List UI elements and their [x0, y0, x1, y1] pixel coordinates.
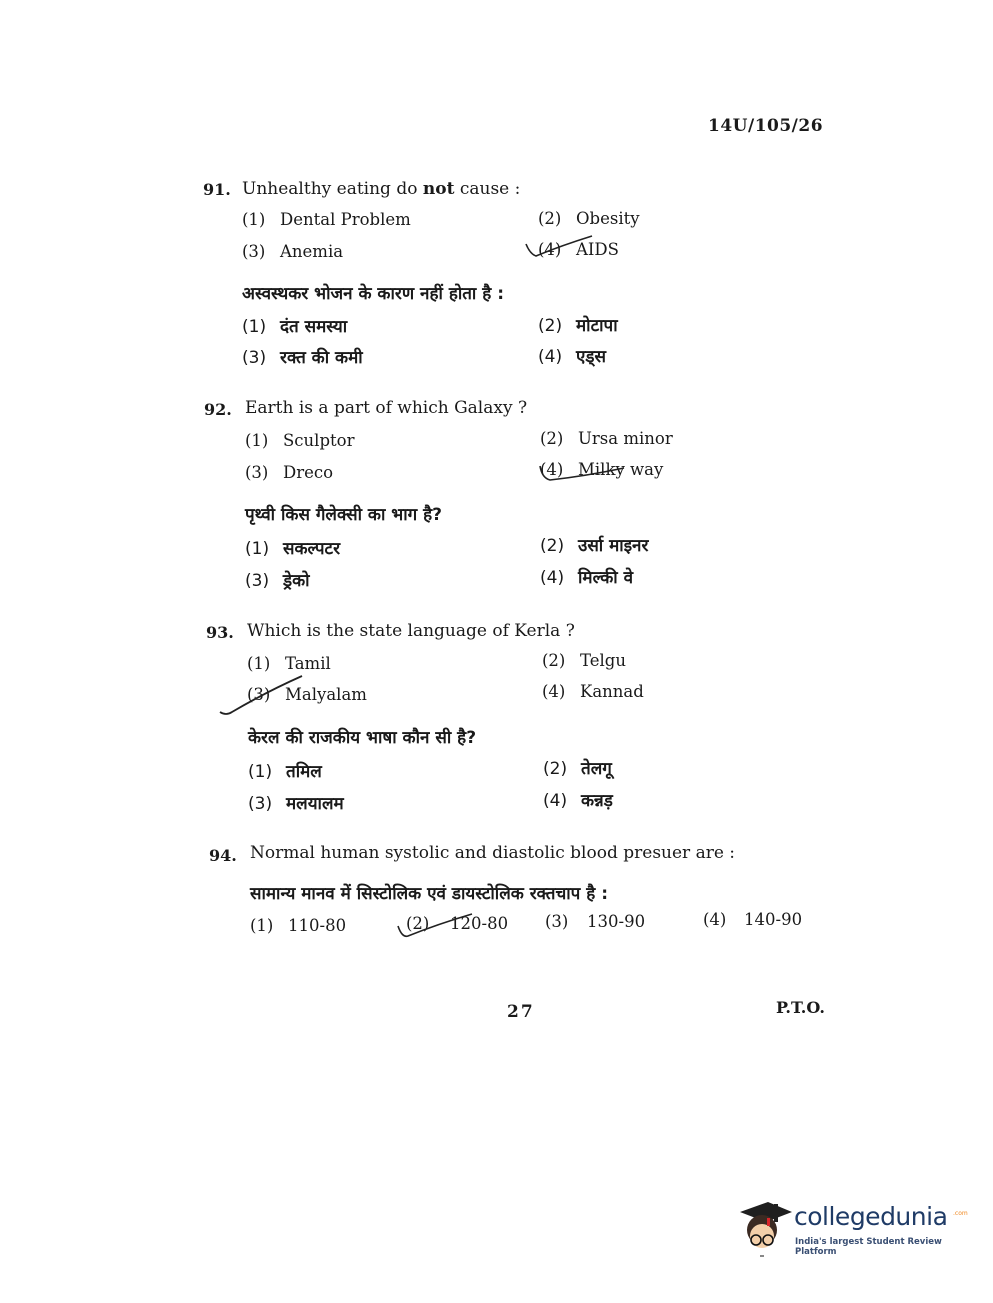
- option-en: (2) Obesity: [538, 209, 640, 228]
- option-hi: (2) उर्सा माइनर: [540, 536, 649, 556]
- brand-tagline: India's largest Student Review Platform: [795, 1237, 942, 1257]
- brand-name: collegedunia: [794, 1202, 948, 1231]
- option: (2) 120-80: [406, 914, 509, 933]
- option-hi: (1) सकल्पटर: [245, 539, 341, 559]
- pto-label: P.T.O.: [776, 998, 825, 1017]
- option-en: (3) Dreco: [245, 463, 334, 482]
- option-hi: (3) रक्त की कमी: [242, 348, 363, 368]
- question-text-hi: पृथ्वी किस गैलेक्सी का भाग है?: [245, 505, 443, 525]
- answer-tick-mark: [536, 456, 636, 486]
- answer-tick-mark: [394, 912, 478, 942]
- option-hi: (2) मोटापा: [538, 316, 618, 336]
- option: (3) 130-90: [545, 912, 646, 931]
- option-en: (4) AIDS: [538, 240, 619, 259]
- paper-code: 14U/105/26: [708, 116, 824, 136]
- option-en: (2) Telgu: [542, 651, 626, 670]
- answer-tick-mark: [216, 672, 308, 722]
- option: (4) 140-90: [703, 910, 803, 929]
- option-hi: (1) दंत समस्या: [242, 317, 348, 337]
- option-hi: (1) तमिल: [248, 762, 322, 782]
- option-hi: (3) ड्रेको: [245, 571, 310, 591]
- option-hi: (4) मिल्की वे: [540, 568, 634, 588]
- option-en: (4) Kannad: [542, 682, 644, 701]
- option-en: (1) Tamil: [247, 654, 331, 673]
- question-text-hi: केरल की राजकीय भाषा कौन सी है?: [248, 728, 477, 748]
- page-number: 27: [507, 1002, 535, 1022]
- question-text-en: Normal human systolic and diastolic blood presuer are :: [250, 843, 736, 863]
- option-en: (2) Ursa minor: [540, 429, 673, 448]
- graduate-mascot-icon: [734, 1196, 794, 1260]
- option-hi: (4) एड्स: [538, 347, 606, 367]
- question-number: 94.: [209, 846, 237, 865]
- option-en: (1) Dental Problem: [242, 210, 411, 229]
- collegedunia-watermark: [734, 1196, 968, 1260]
- option-en: (3) Anemia: [242, 242, 344, 261]
- option-hi: (4) कन्नड़: [543, 791, 613, 811]
- option-en: (4) Milky way: [540, 460, 664, 479]
- option: (1) 110-80: [250, 916, 347, 935]
- brand-suffix: .com: [953, 1210, 968, 1217]
- option-hi: (3) मलयालम: [248, 794, 344, 814]
- question-number: 91.: [203, 180, 231, 199]
- question-text-en: Earth is a part of which Galaxy ?: [245, 398, 528, 418]
- question-number: 93.: [206, 623, 234, 642]
- question-text-en: Unhealthy eating do not cause :: [242, 179, 521, 199]
- question-text-en: Which is the state language of Kerla ?: [247, 621, 575, 641]
- question-text-hi: सामान्य मानव में सिस्टोलिक एवं डायस्टोलिक रक्तचाप है :: [250, 884, 608, 904]
- question-number: 92.: [204, 400, 232, 419]
- question-text-hi: अस्वस्थकर भोजन के कारण नहीं होता है :: [242, 284, 505, 304]
- option-en: (3) Malyalam: [247, 685, 367, 704]
- answer-tick-mark: [520, 232, 600, 264]
- option-hi: (2) तेलगू: [543, 759, 612, 779]
- option-en: (1) Sculptor: [245, 431, 355, 450]
